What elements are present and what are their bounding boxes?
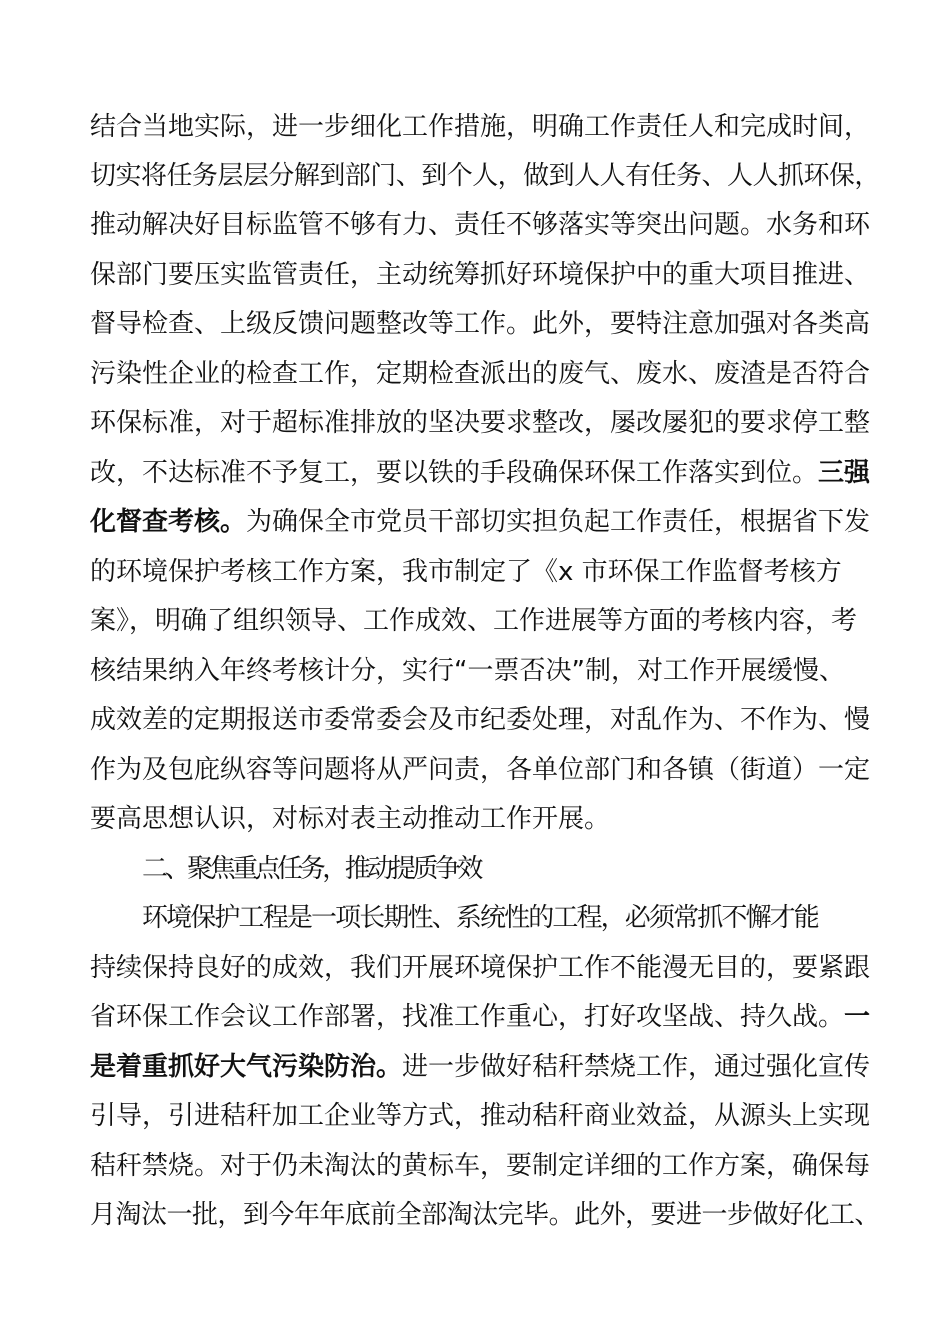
text-line xyxy=(90,1141,880,1191)
text-run: 省环保工作会议工作部署，找准工作重心，打好攻坚战、持久战。 xyxy=(90,1002,845,1032)
text-line xyxy=(90,250,880,300)
text-line xyxy=(90,745,880,795)
text-line xyxy=(90,1091,880,1141)
text-run: 进一步做好秸秆禁烧工作，通过强化宣传 xyxy=(402,1052,871,1082)
text-line xyxy=(90,200,880,250)
text-line xyxy=(90,299,880,349)
text-run: 核结果纳入年终考核计分，实行“一票否决”制，对工作开展缓慢、 xyxy=(90,656,845,686)
text-line xyxy=(90,398,880,448)
text-run: 污染性企业的检查工作，定期检查派出的废气、废水、废渣是否符合 xyxy=(90,359,871,389)
section-heading-text: 二、聚焦重点任务，推动提质争效 xyxy=(142,854,480,884)
text-run: 推动解决好目标监管不够有力、责任不够落实等突出问题。水务和环 xyxy=(90,210,871,240)
text-run: 为确保全市党员干部切实担负起工作责任，根据省下发 xyxy=(246,507,871,537)
text-line xyxy=(142,893,932,943)
text-line xyxy=(90,349,880,399)
bold-text-run: 化督查考核。 xyxy=(90,507,247,537)
text-line xyxy=(90,596,880,646)
text-run: 改，不达标准不予复工，要以铁的手段确保环保工作落实到位。 xyxy=(90,458,819,488)
text-run: 作为及包庇纵容等问题将从严问责，各单位部门和各镇（街道）一定 xyxy=(90,755,871,785)
text-line xyxy=(90,1042,880,1092)
text-run: 引导，引进秸秆加工企业等方式，推动秸秆商业效益，从源头上实现 xyxy=(90,1101,871,1131)
text-run: 环境保护工程是一项长期性、系统性的工程，必须常抓不懈才能 xyxy=(142,903,818,933)
text-line xyxy=(90,646,880,696)
text-run: 切实将任务层层分解到部门、到个人，做到人人有任务、人人抓环保， xyxy=(90,161,880,191)
text-line xyxy=(90,102,880,152)
text-line xyxy=(90,151,880,201)
bold-text-run: 是着重抓好大气污染防治。 xyxy=(90,1052,403,1082)
section-heading xyxy=(142,844,932,894)
text-run: 持续保持良好的成效，我们开展环境保护工作不能漫无目的，要紧跟 xyxy=(90,953,871,983)
text-run: 案》，明确了组织领导、工作成效、工作进展等方面的考核内容，考 xyxy=(90,606,858,636)
bold-text-run: 三强 xyxy=(818,458,871,488)
text-line xyxy=(90,943,880,993)
text-line xyxy=(90,448,880,498)
text-line xyxy=(90,497,880,547)
bold-text-run: 一 xyxy=(844,1002,871,1032)
text-line xyxy=(90,1190,880,1240)
text-line xyxy=(90,695,880,745)
text-line xyxy=(90,992,880,1042)
text-run: 要高思想认识，对标对表主动推动工作开展。 xyxy=(90,804,611,834)
text-run: 督导检查、上级反馈问题整改等工作。此外，要特注意加强对各类高 xyxy=(90,309,871,339)
text-run: 秸秆禁烧。对于仍未淘汰的黄标车，要制定详细的工作方案，确保每 xyxy=(90,1151,871,1181)
text-run: 月淘汰一批，到今年年底前全部淘汰完毕。此外，要进一步做好化工、 xyxy=(90,1200,880,1230)
text-run: 结合当地实际，进一步细化工作措施，明确工作责任人和完成时间， xyxy=(90,112,871,142)
text-run: 成效差的定期报送市委常委会及市纪委处理，对乱作为、不作为、慢 xyxy=(90,705,871,735)
text-run: 环保标准，对于超标准排放的坚决要求整改，屡改屡犯的要求停工整 xyxy=(90,408,871,438)
text-line xyxy=(90,794,880,844)
text-line xyxy=(90,547,880,597)
text-run: 的环境保护考核工作方案，我市制定了《x 市环保工作监督考核方 xyxy=(90,557,842,587)
text-run: 保部门要压实监管责任，主动统筹抓好环境保护中的重大项目推进、 xyxy=(90,260,871,290)
